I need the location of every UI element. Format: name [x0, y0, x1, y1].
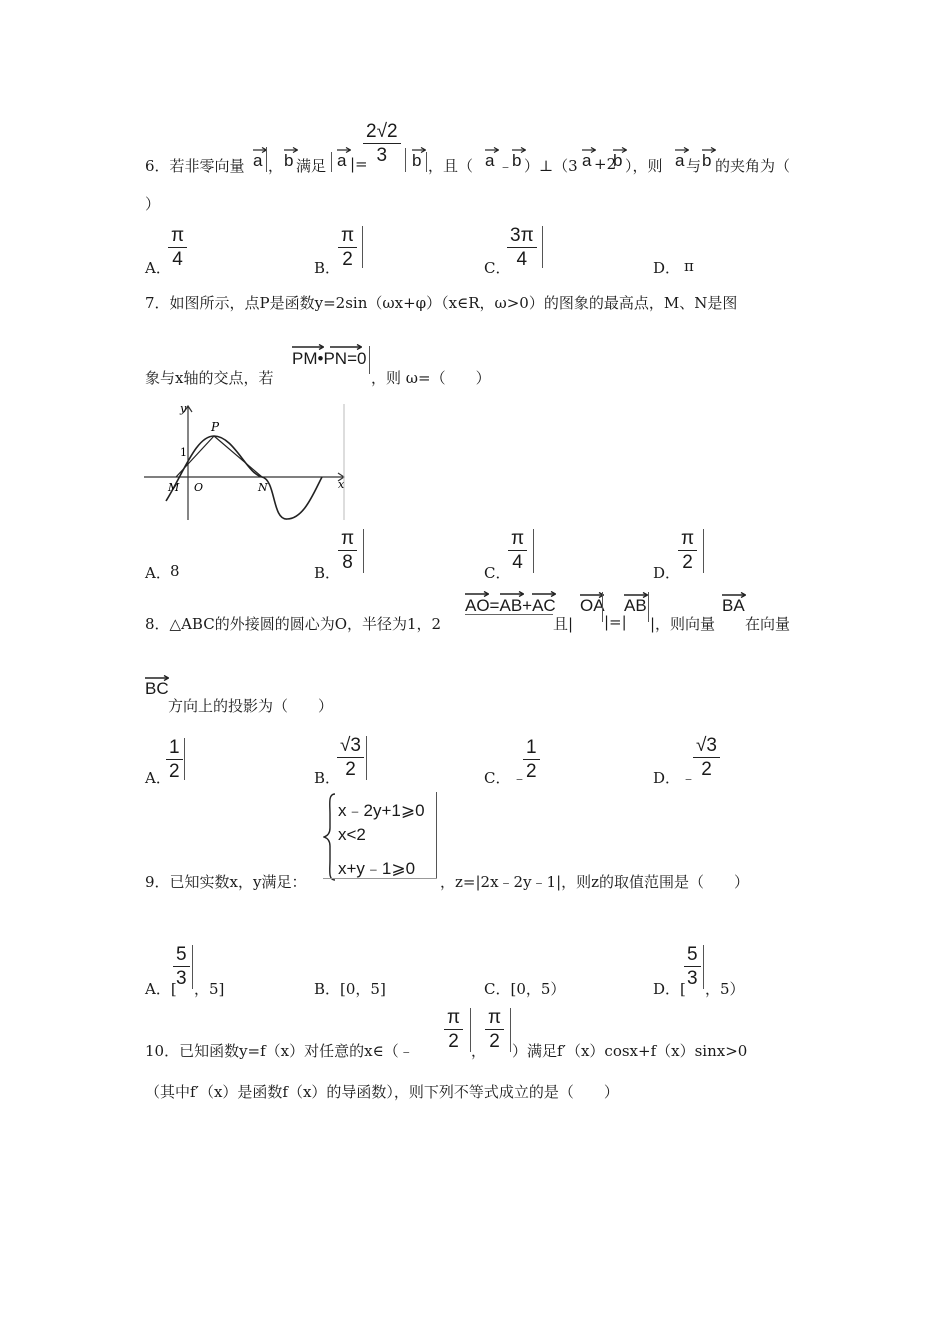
q8-option-d-sign: ﹣: [681, 769, 697, 787]
fraction-bar: [533, 529, 534, 573]
q8-eq-mid: |=|: [604, 613, 627, 631]
fraction-bar: [192, 945, 193, 989]
vector-arrow-icon: [330, 344, 362, 350]
segment-pn: [214, 436, 262, 477]
q7-option-d-label: D．: [653, 564, 681, 582]
q6-with-text: 与: [686, 157, 702, 175]
vector-a: a: [485, 152, 494, 169]
y-tick-1-label: 1: [180, 446, 187, 459]
q8-then-text: |，则向量: [650, 615, 716, 633]
inequality-2: x<2: [338, 825, 366, 844]
q7-option-b-label: B．: [314, 564, 341, 582]
q9-option-b: B．[0，5]: [314, 980, 386, 998]
sine-graph: [144, 402, 348, 522]
point-n-label: N: [258, 481, 268, 494]
vector-ab: AB: [624, 597, 647, 614]
vector-arrow-icon: [465, 591, 489, 597]
q6-option-c-fraction: $\frac{3\pi}{4}$: [507, 226, 537, 269]
q6-option-a-fraction: $\frac{\pi}{4}$: [168, 226, 187, 269]
q8-line-2-text: 方向上的投影为（ ）: [168, 697, 334, 715]
q7-line-1: 7．如图所示，点P是函数y=2sin（ωx+φ）（x∈R，ω>0）的图象的最高点，M、N是图: [145, 294, 738, 312]
q7-line-2-text: 象与x轴的交点，若: [145, 369, 274, 387]
vector-oa: OA: [580, 597, 605, 614]
vector-arrow-icon: [253, 147, 267, 153]
q10-line-2: （其中f′（x）是函数f（x）的导函数），则下列不等式成立的是（ ）: [145, 1083, 619, 1101]
vector-bar: [648, 592, 649, 622]
vector-bar: [602, 592, 603, 622]
q6-satisfy: 满足: [296, 157, 327, 175]
vector-a: a: [675, 152, 684, 169]
q6-option-b-label: B．: [314, 259, 341, 277]
vector-arrow-icon: [337, 147, 351, 153]
q8-option-c-fraction: $\frac{1}{2}$: [523, 738, 540, 781]
inequality-3: x+y﹣1⩾0: [338, 859, 416, 878]
q7-option-c-label: C．: [484, 564, 511, 582]
fraction-bar: [542, 226, 543, 268]
q7-line-2-tail: ，则 ω=（ ）: [371, 369, 491, 387]
vector-arrow-icon: [702, 147, 716, 153]
point-p-label: P: [211, 420, 220, 434]
vector-arrow-icon: [284, 147, 298, 153]
q8-option-a-label: A．: [145, 769, 171, 787]
vector-arrow-icon: [292, 344, 324, 350]
q9-option-d-fraction: $\frac{5}{3}$: [684, 945, 701, 988]
vector-arrow-icon: [624, 592, 648, 598]
q7-option-a-label: A．: [145, 564, 171, 582]
fraction-bar: [184, 738, 185, 780]
q9-option-a-tail: ，5]: [194, 980, 225, 998]
q6-option-d-label: D．: [653, 259, 681, 277]
q6-abs-eq: |=: [350, 155, 368, 173]
vector-arrow-icon: [675, 147, 689, 153]
q9-intro-text: 9．已知实数x，y满足：: [145, 873, 307, 891]
q10-fraction-neg-pi-over-2: $\frac{\pi}{2}$: [444, 1008, 463, 1051]
q7-option-c-fraction: $\frac{\pi}{4}$: [508, 529, 527, 572]
q9-option-d-label: D．[: [653, 980, 686, 998]
dot-product-expression: PM•PN=0: [292, 350, 366, 367]
vector-a: a: [337, 152, 346, 169]
vector-arrow-icon: [580, 592, 604, 598]
q9-option-d-tail: ，5）: [705, 980, 745, 998]
vector-arrow-icon: [412, 147, 426, 153]
fraction-bar: [703, 945, 704, 989]
q6-comma: ，: [268, 157, 284, 175]
q6-option-d-value: π: [684, 257, 694, 275]
q8-line-1-text: 8．△ABC的外接圆的圆心为O，半径为1，2: [145, 615, 442, 633]
q8-option-c-label: C．: [484, 769, 511, 787]
q10-line-1-tail: ）满足f′（x）cosx+f（x）sinx>0: [512, 1042, 748, 1060]
q7-option-b-fraction: $\frac{\pi}{8}$: [338, 529, 357, 572]
fraction-bar: [362, 226, 363, 268]
x-axis-label: x: [338, 478, 345, 491]
q6-intro-text: 6．若非零向量: [145, 157, 245, 175]
vector-ba: BA: [722, 597, 745, 614]
q6-and-text: ，且（: [428, 157, 474, 175]
vector-arrow-icon: [613, 147, 627, 153]
q8-option-a-fraction: $\frac{1}{2}$: [166, 738, 183, 781]
q6-option-a-label: A．: [145, 259, 171, 277]
point-m-label: M: [168, 481, 180, 494]
vector-arrow-icon: [582, 147, 596, 153]
left-brace-icon: [323, 792, 337, 882]
q6-option-b-fraction: $\frac{\pi}{2}$: [338, 226, 357, 269]
vector-arrow-icon: [500, 591, 524, 597]
vector-a: a: [582, 152, 591, 169]
equation-underline: [465, 614, 553, 615]
q6-plus2: +2: [594, 155, 617, 173]
abs-bar: [405, 148, 406, 172]
q8-option-d-label: D．: [653, 769, 681, 787]
vector-b: b: [613, 152, 622, 169]
q9-tail-text: ，z=|2x﹣2y﹣1|，则z的取值范围是（ ）: [440, 873, 750, 891]
vector-bar: [266, 147, 267, 172]
vector-a: a: [253, 152, 262, 169]
system-bar: [436, 792, 437, 878]
q9-option-a-fraction: $\frac{5}{3}$: [173, 945, 190, 988]
vector-b: b: [284, 152, 293, 169]
q9-option-a-label: A．[: [145, 980, 177, 998]
vector-b: b: [512, 152, 521, 169]
q8-option-b-label: B．: [314, 769, 341, 787]
q10-line-1-text: 10．已知函数y=f（x）对任意的x∈（﹣: [145, 1042, 414, 1060]
expression-bar: [369, 346, 370, 374]
q6-option-c-label: C．: [484, 259, 511, 277]
vector-equation: AO=AB+AC: [465, 597, 556, 614]
q7-option-a-value: 8: [170, 562, 180, 580]
fraction-bar: [366, 736, 367, 780]
q7-option-d-fraction: $\frac{\pi}{2}$: [678, 529, 697, 572]
q6-perp-text: ）⊥（3: [524, 157, 578, 175]
y-axis-label: y: [180, 402, 187, 415]
fraction-bar: [510, 1008, 511, 1052]
q6-angle-text: 的夹角为（: [715, 157, 791, 175]
system-underline: [323, 878, 437, 879]
q8-option-b-fraction: $\frac{√3}{2}$: [337, 736, 364, 779]
q8-on-text: 在向量: [745, 615, 791, 633]
q10-sep: ，: [471, 1042, 487, 1060]
abs-bar: [426, 152, 427, 172]
inequality-1: x﹣2y+1⩾0: [338, 801, 425, 820]
origin-label: O: [194, 481, 204, 494]
q9-option-c: C．[0，5）: [484, 980, 566, 998]
q6-close-paren: ）: [145, 195, 161, 213]
q6-minus: ﹣: [498, 157, 514, 175]
vector-arrow-icon: [145, 675, 169, 681]
q10-fraction-pi-over-2: $\frac{\pi}{2}$: [485, 1008, 504, 1051]
vector-arrow-icon: [485, 147, 499, 153]
q6-then-text: ），则: [625, 157, 663, 175]
fraction-2root2-over-3: $\frac{2√2}{3}$: [363, 122, 401, 165]
vector-b: b: [412, 152, 421, 169]
q8-option-d-fraction: $\frac{√3}{2}$: [693, 736, 720, 779]
vector-arrow-icon: [512, 147, 526, 153]
fraction-bar: [363, 529, 364, 573]
vector-arrow-icon: [532, 591, 556, 597]
abs-bar: [331, 152, 332, 172]
q8-and-text: 且|: [553, 615, 574, 633]
vector-b: b: [702, 152, 711, 169]
vector-arrow-icon: [722, 592, 746, 598]
vector-bc: BC: [145, 680, 169, 697]
fraction-bar: [703, 529, 704, 573]
q8-option-c-sign: ﹣: [512, 769, 528, 787]
